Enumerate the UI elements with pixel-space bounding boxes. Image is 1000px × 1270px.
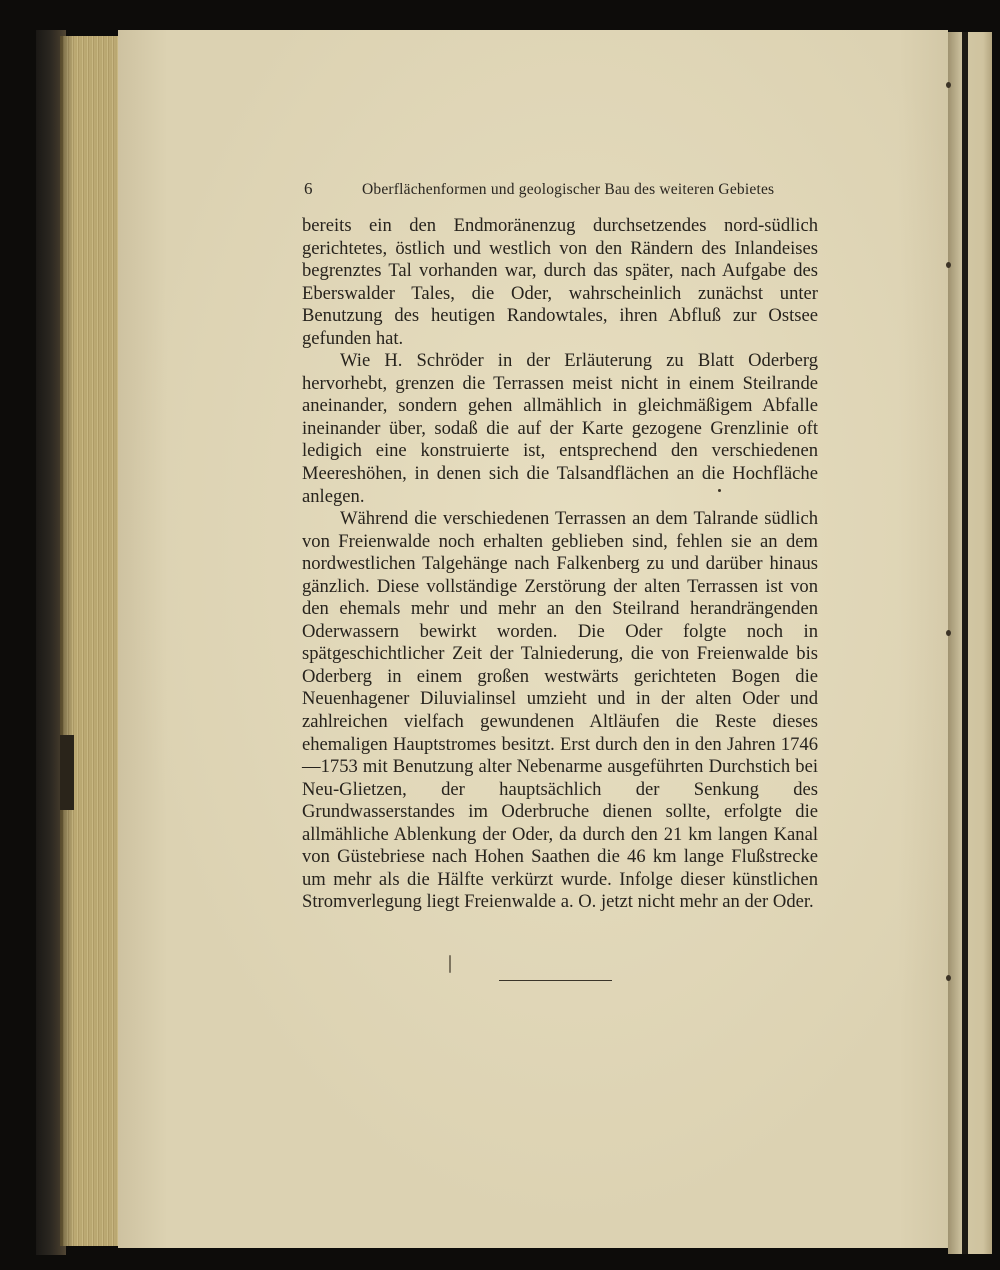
- paragraph-3: Während die verschiedenen Terrassen an dem Talrande südlich von Freienwalde noch erhalten geblieben sind, fehlen sie an dem nordwestlichen Talgehänge nach Falkenberg zu und darüber hinaus gänzlich. Diese vollständige Zerstörung der alten Terrassen ist von den ehemals mehr und mehr an den Steilrand herandrängenden Oderwassern bewirkt worden. Die Oder folgte noch in spätgeschichtlicher Zeit der Talniederung, die von Freienwalde bis Oderberg in einem großen westwärts gerichteten Bogen die Neuenhagener Diluvialinsel umzieht und in der alten Oder und zahlreichen vielfach gewundenen Altläufen die Reste dieses ehemaligen Hauptstromes besitzt. Erst durch den in den Jahren 1746—1753 mit Benutzung alter Nebenarme ausgeführten Durchstich bei Neu-Glietzen, der hauptsächlich der Senkung des Grundwasserstandes im Oderbruche dienen sollte, erfolgte die allmähliche Ablenkung der Oder, da durch den 21 km langen Kanal von Güstebriese nach Hohen Saathen die 46 km lange Flußstrecke um mehr als die Hälfte verkürzt wurde. Infolge dieser künstlichen Stromverlegung liegt Freienwalde a. O. jetzt nicht mehr an der Oder.: [302, 508, 818, 913]
- page-header: [304, 179, 824, 199]
- paragraph-1: bereits ein den Endmoränenzug durchsetzendes nord-südlich gerichtetes, östlich und westlich von den Rändern des Inlandeises begrenztes Tal vorhanden war, durch das später, nach Aufgabe des Eberswalder Tales, die Oder, wahrscheinlich zunächst unter Benutzung des heutigen Randowtales, ihren Abfluß zur Ostsee gefunden hat.: [302, 215, 818, 349]
- paper-speck: [946, 262, 951, 268]
- paper-speck: [718, 489, 721, 492]
- paper-speck: [946, 82, 951, 88]
- paper-speck: [946, 975, 951, 981]
- paper-speck: [449, 955, 451, 973]
- next-page-gutter: [962, 32, 968, 1254]
- section-end-rule: [499, 980, 612, 981]
- page-stack-tab: [60, 735, 74, 810]
- body-text: [302, 215, 818, 914]
- running-title: Oberflächenformen und geologischer Bau des weiteren Gebietes: [362, 181, 775, 198]
- page-stack-shadow: [60, 36, 74, 1246]
- paragraph-2: Wie H. Schröder in der Erläuterung zu Blatt Oderberg hervorhebt, grenzen die Terrassen meist nicht in einem Steilrande aneinander, sondern gehen allmählich in gleichmäßigem Abfalle ineinander über, sodaß die auf der Karte gezogene Grenzlinie oft ledigich eine konstruierte ist, entsprechend den verschiedenen Meereshöhen, in denen sich die Talsandflächen an die Hochfläche anlegen.: [302, 350, 818, 507]
- page-number: 6: [304, 179, 313, 198]
- paper-speck: [946, 630, 951, 636]
- next-page-edge: [948, 32, 992, 1254]
